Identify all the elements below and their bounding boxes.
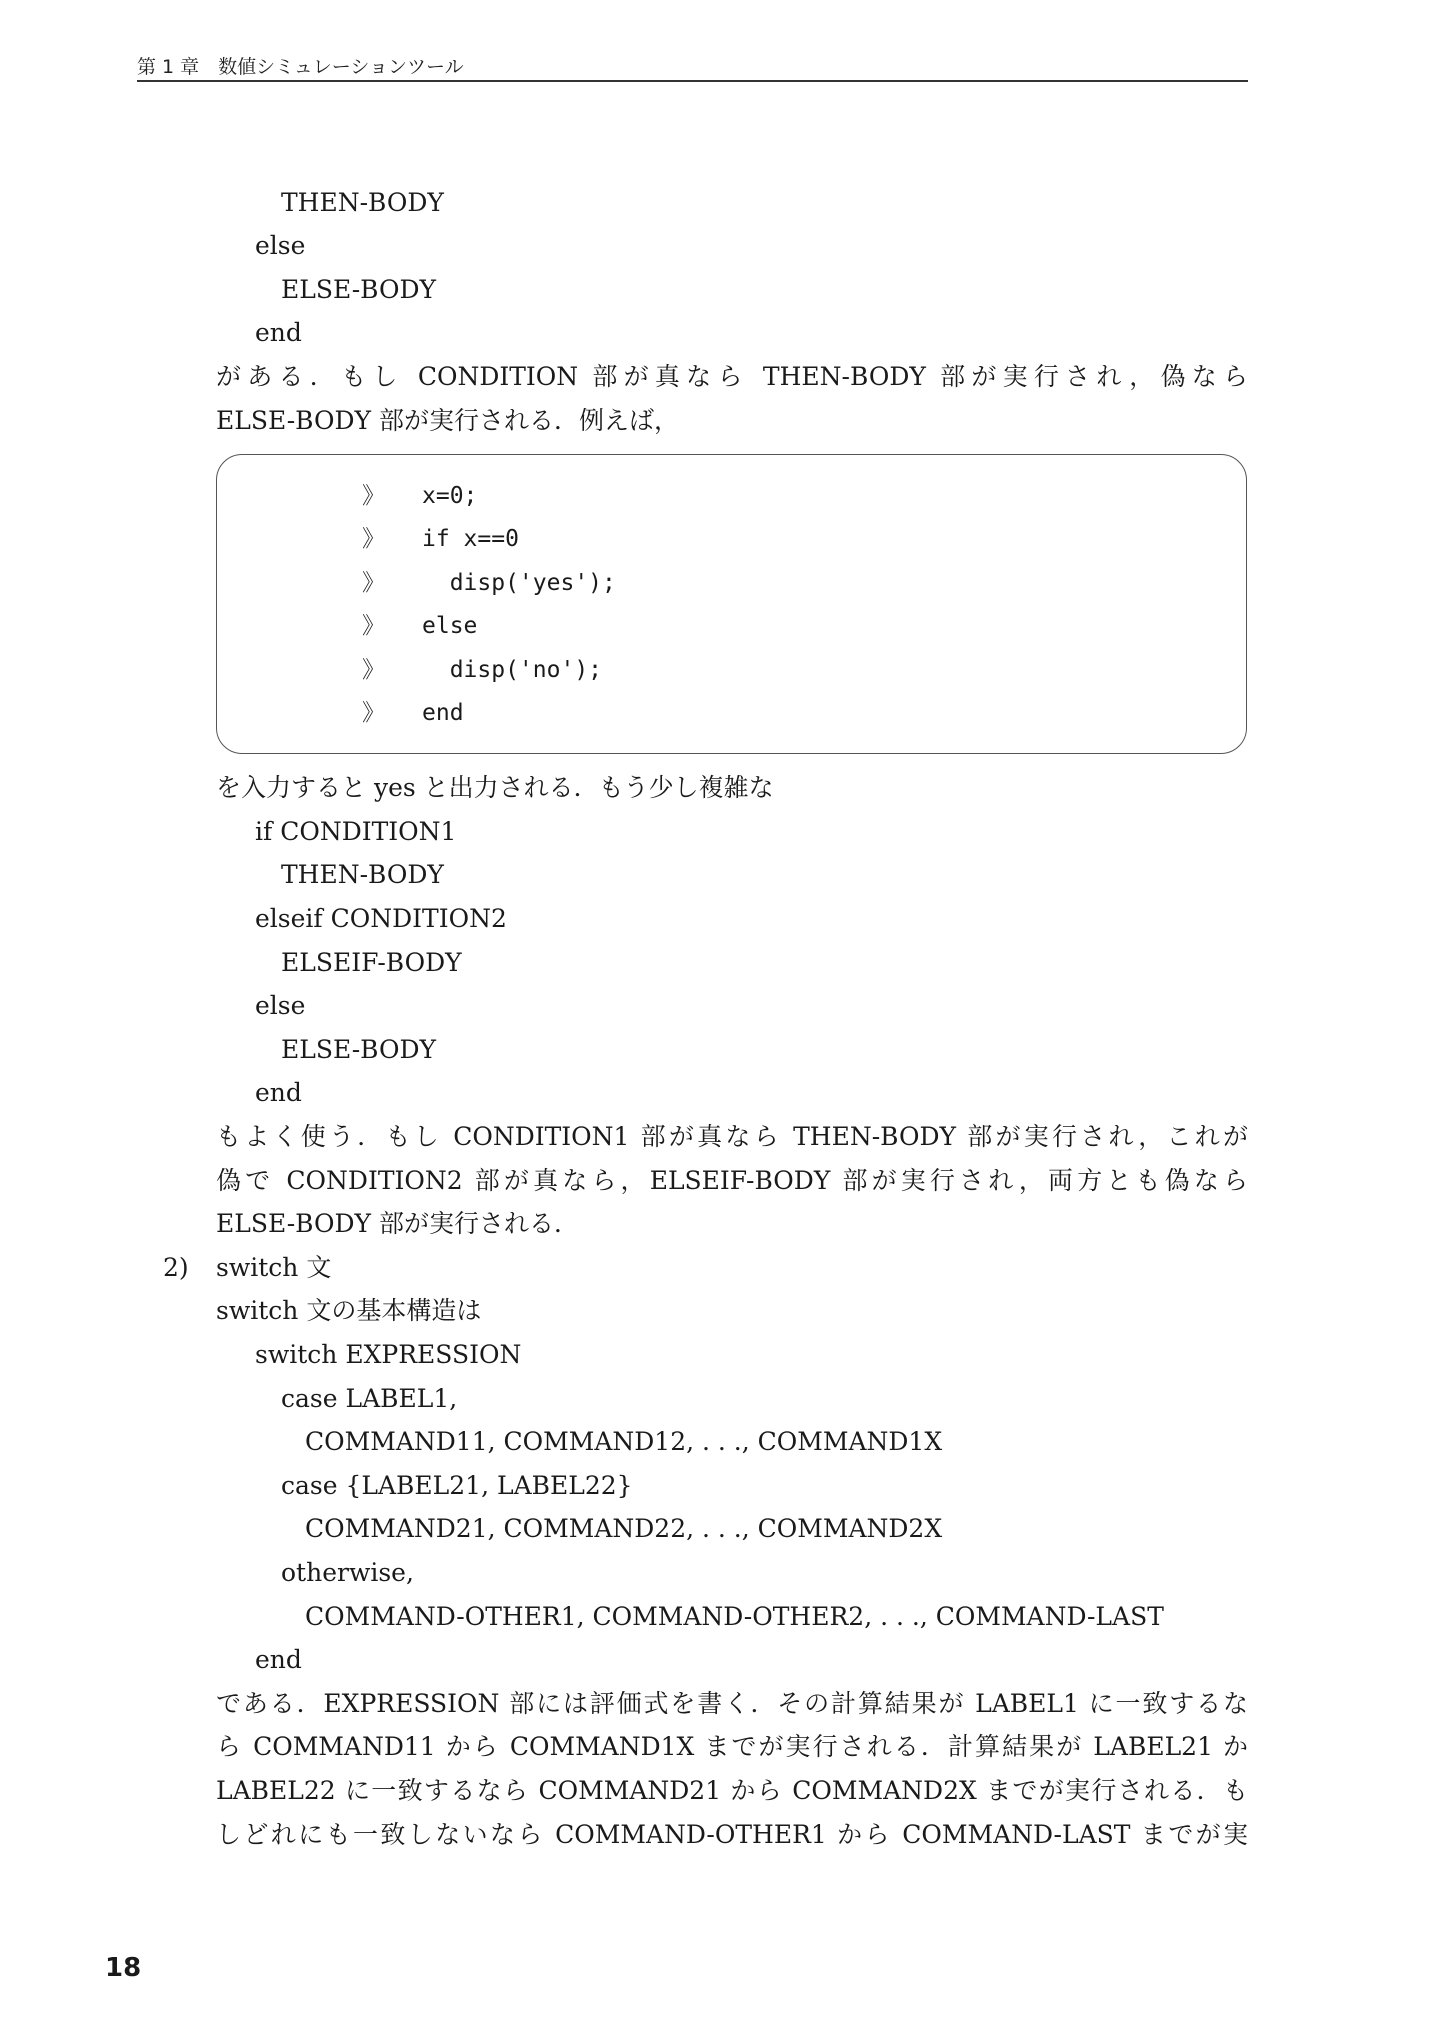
paragraph-line: ら COMMAND11 から COMMAND1X までが実行される．計算結果が LABEL21 か bbox=[216, 1732, 1248, 1761]
code-text: disp('no'); bbox=[422, 657, 603, 683]
paragraph-line: ELSE-BODY 部が実行される． bbox=[216, 1209, 579, 1238]
paragraph-line: 偽で CONDITION2 部が真なら，ELSEIF-BODY 部が実行され，両方とも偽なら bbox=[216, 1166, 1248, 1195]
code-syntax-line: COMMAND21, COMMAND22, . . ., COMMAND2X bbox=[305, 1514, 943, 1543]
paragraph-line: もよく使う．もし CONDITION1 部が真なら THEN-BODY 部が実行され，これが bbox=[216, 1122, 1248, 1151]
code-syntax-line: end bbox=[255, 1078, 302, 1107]
code-syntax-line: THEN-BODY bbox=[281, 860, 444, 889]
code-syntax-line: COMMAND11, COMMAND12, . . ., COMMAND1X bbox=[305, 1427, 943, 1456]
code-syntax-line: if CONDITION1 bbox=[255, 817, 457, 846]
code-syntax-line: ELSE-BODY bbox=[281, 275, 437, 304]
code-line bbox=[362, 610, 477, 642]
code-syntax-line: THEN-BODY bbox=[281, 188, 444, 217]
code-syntax-line: case LABEL1, bbox=[281, 1384, 458, 1413]
running-header: 第 1 章 数値シミュレーションツール bbox=[137, 56, 464, 78]
code-text: if x==0 bbox=[422, 526, 519, 552]
code-text: disp('yes'); bbox=[422, 570, 616, 596]
code-syntax-line: COMMAND-OTHER1, COMMAND-OTHER2, . . ., COMMAND-LAST bbox=[305, 1602, 1164, 1631]
prompt-symbol: 》 bbox=[362, 483, 385, 509]
prompt-symbol: 》 bbox=[362, 570, 385, 596]
page-number: 18 bbox=[105, 1953, 142, 1983]
code-syntax-line: elseif CONDITION2 bbox=[255, 904, 507, 933]
prompt-symbol: 》 bbox=[362, 700, 385, 726]
paragraph-line: switch 文の基本構造は bbox=[216, 1296, 482, 1325]
prompt-symbol: 》 bbox=[362, 526, 385, 552]
code-syntax-line: ELSEIF-BODY bbox=[281, 948, 462, 977]
list-item-title: switch 文 bbox=[216, 1253, 332, 1282]
paragraph-line: ELSE-BODY 部が実行される．例えば， bbox=[216, 406, 679, 435]
code-syntax-line: case {LABEL21, LABEL22} bbox=[281, 1471, 633, 1500]
code-syntax-line: else bbox=[255, 231, 306, 260]
code-text: end bbox=[422, 700, 464, 726]
code-text: x=0; bbox=[422, 483, 478, 509]
code-syntax-line: else bbox=[255, 991, 306, 1020]
prompt-symbol: 》 bbox=[362, 613, 385, 639]
prompt-symbol: 》 bbox=[362, 657, 385, 683]
code-syntax-line: otherwise, bbox=[281, 1558, 414, 1587]
code-syntax-line: ELSE-BODY bbox=[281, 1035, 437, 1064]
list-item-number: 2) bbox=[163, 1253, 189, 1282]
code-syntax-line: end bbox=[255, 1645, 302, 1674]
code-line bbox=[362, 523, 519, 555]
paragraph-line: を入力すると yes と出力される．もう少し複雑な bbox=[216, 773, 774, 802]
code-line bbox=[362, 697, 464, 729]
paragraph-line: がある．もし CONDITION 部が真なら THEN-BODY 部が実行され，偽なら bbox=[216, 362, 1248, 391]
code-text: else bbox=[422, 613, 478, 639]
paragraph-line: である．EXPRESSION 部には評価式を書く．その計算結果が LABEL1 に一致するな bbox=[216, 1689, 1248, 1718]
code-syntax-line: end bbox=[255, 318, 302, 347]
code-example-box bbox=[216, 454, 1247, 754]
code-line bbox=[362, 480, 477, 512]
code-line bbox=[362, 654, 602, 686]
paragraph-line: LABEL22 に一致するなら COMMAND21 から COMMAND2X までが実行される．も bbox=[216, 1776, 1248, 1805]
code-syntax-line: switch EXPRESSION bbox=[255, 1340, 522, 1369]
header-rule bbox=[137, 80, 1248, 82]
code-line bbox=[362, 567, 616, 599]
paragraph-line: しどれにも一致しないなら COMMAND-OTHER1 から COMMAND-LAST までが実 bbox=[216, 1820, 1248, 1849]
